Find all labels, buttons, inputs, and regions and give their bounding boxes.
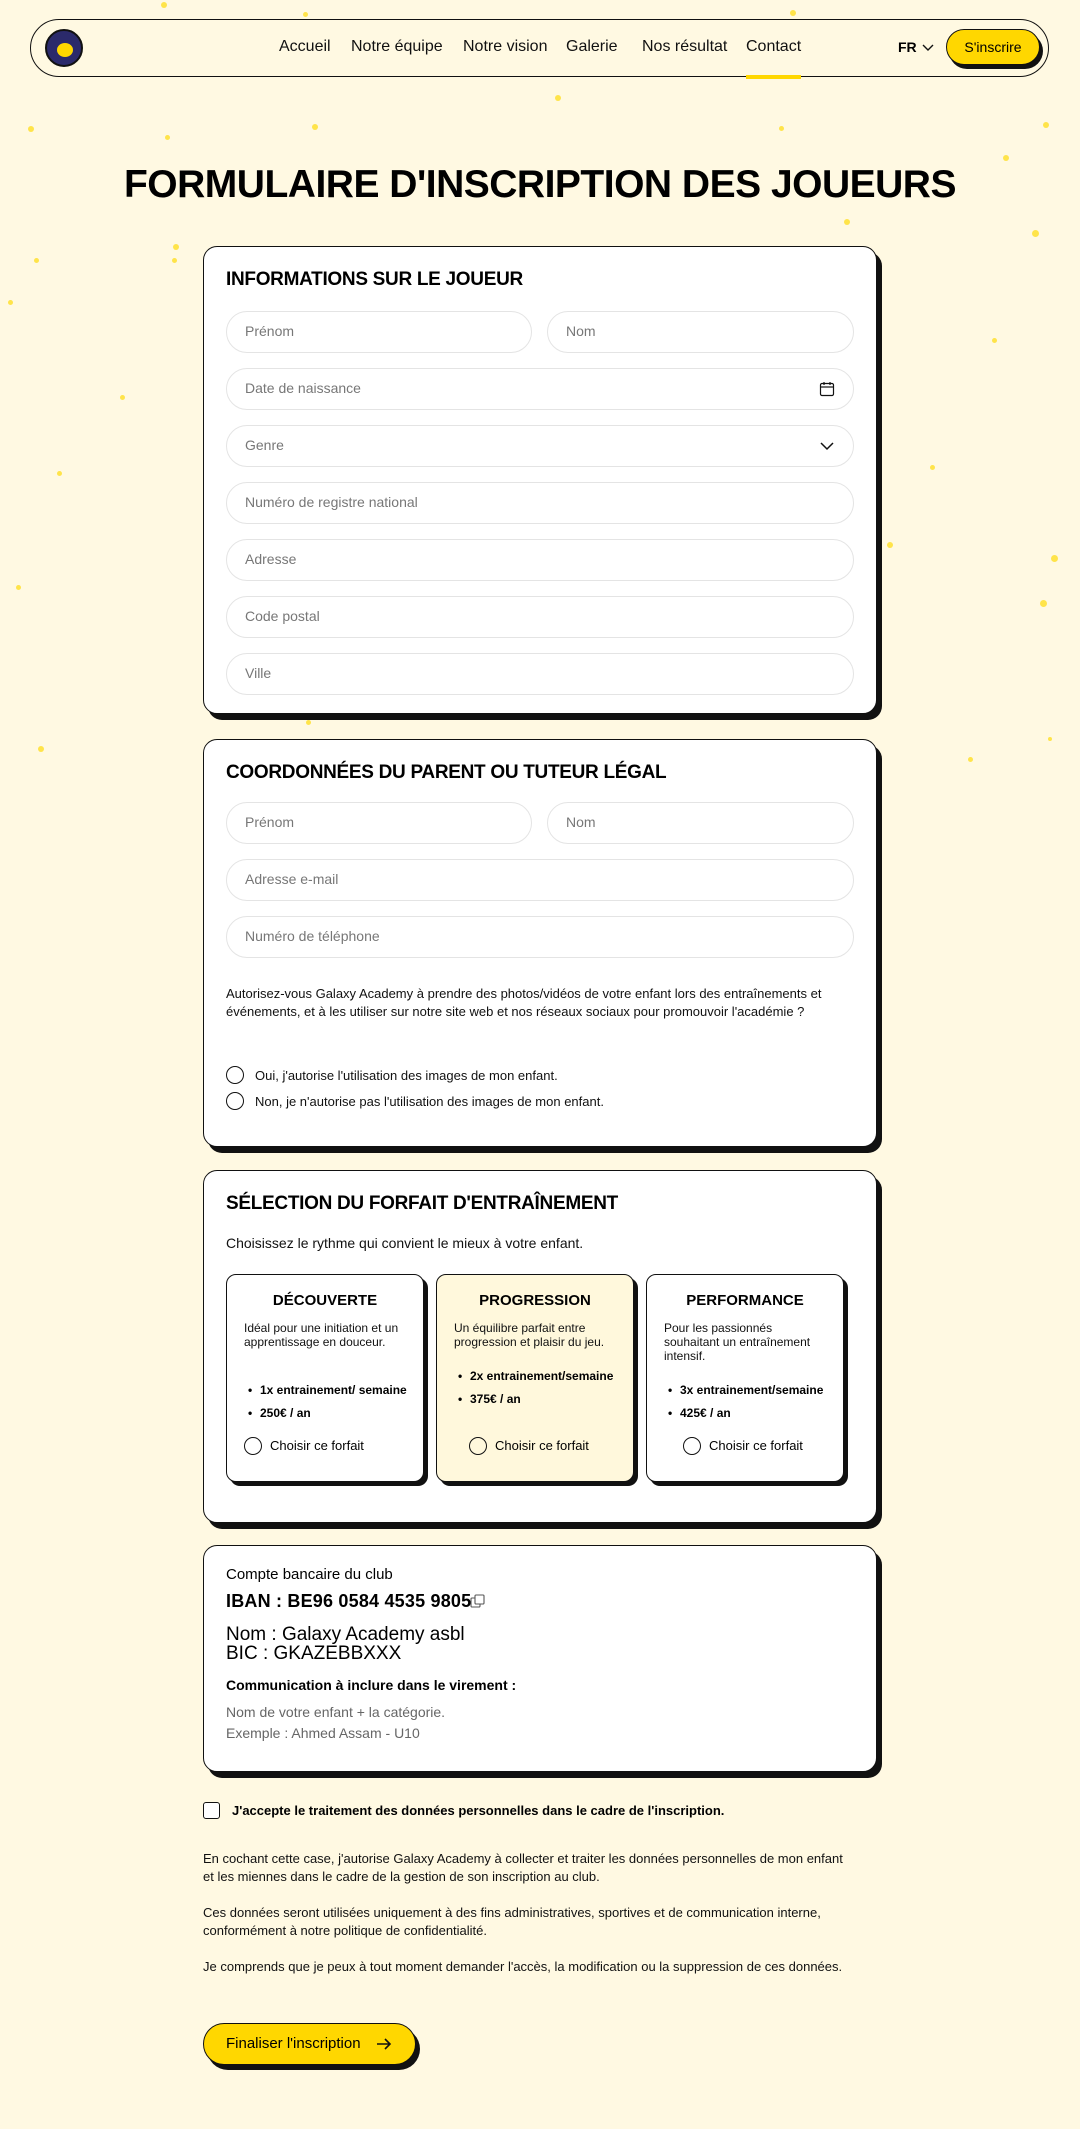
plan-features bbox=[454, 1368, 613, 1414]
plan-price: • 425€ / an bbox=[664, 1405, 823, 1428]
plan-frequency: • 1x entrainement/ semaine bbox=[244, 1382, 407, 1405]
birthdate-placeholder: Date de naissance bbox=[245, 380, 361, 396]
nav-link-galerie[interactable]: Galerie bbox=[566, 38, 618, 55]
postal-code-input[interactable]: Code postal bbox=[226, 596, 854, 638]
submit-registration-button[interactable] bbox=[203, 2023, 416, 2065]
parent-first-name-input[interactable]: Prénom bbox=[226, 802, 532, 844]
plan-description: Un équilibre parfait entre progression et plaisir du jeu. bbox=[454, 1321, 605, 1349]
parent-section-title: COORDONNÉES DU PARENT OU TUTEUR LÉGAL bbox=[226, 762, 667, 783]
iban-value: IBAN : BE96 0584 4535 9805 bbox=[226, 1591, 472, 1611]
plan-name: PROGRESSION bbox=[479, 1292, 591, 1309]
plan-selection-card bbox=[203, 1170, 877, 1523]
image-consent-no-radio[interactable] bbox=[226, 1092, 244, 1110]
nav-link-contact[interactable]: Contact bbox=[746, 38, 802, 55]
parent-last-name-input[interactable]: Nom bbox=[547, 802, 854, 844]
plan-features bbox=[244, 1382, 407, 1428]
image-consent-yes-label[interactable]: Oui, j'autorise l'utilisation des images de mon enfant. bbox=[255, 1068, 558, 1083]
account-holder-name: Nom : Galaxy Academy asbl bbox=[226, 1624, 465, 1645]
plan-price: • 375€ / an bbox=[454, 1391, 613, 1414]
city-input[interactable]: Ville bbox=[226, 653, 854, 695]
communication-label: Communication à inclure dans le virement : bbox=[226, 1677, 517, 1693]
nav-links bbox=[31, 20, 1048, 78]
submit-label: Finaliser l'inscription bbox=[226, 2035, 361, 2052]
signup-button[interactable]: S'inscrire bbox=[946, 29, 1040, 65]
plan-section-subtitle: Choisissez le rythme qui convient le mieux à votre enfant. bbox=[226, 1235, 584, 1251]
bank-account-label: Compte bancaire du club bbox=[226, 1566, 393, 1583]
plan-section-title: SÉLECTION DU FORFAIT D'ENTRAÎNEMENT bbox=[226, 1193, 618, 1214]
plan-description: Pour les passionnés souhaitant un entraînement intensif. bbox=[664, 1321, 811, 1363]
calendar-icon[interactable] bbox=[819, 381, 835, 397]
nav-link-resultats[interactable]: Nos résultat bbox=[642, 38, 728, 55]
top-navigation bbox=[30, 19, 1049, 77]
communication-hint: Nom de votre enfant + la catégorie. bbox=[226, 1704, 446, 1720]
plan-card-progression[interactable] bbox=[436, 1274, 634, 1482]
plan-radio[interactable] bbox=[683, 1437, 701, 1455]
plan-frequency: • 3x entrainement/semaine bbox=[664, 1382, 823, 1405]
image-consent-no-label[interactable]: Non, je n'autorise pas l'utilisation des images de mon enfant. bbox=[255, 1094, 604, 1109]
plan-choose-label[interactable]: Choisir ce forfait bbox=[495, 1438, 589, 1453]
nav-link-equipe[interactable]: Notre équipe bbox=[351, 38, 443, 55]
communication-example: Exemple : Ahmed Assam - U10 bbox=[226, 1725, 420, 1741]
plan-description: Idéal pour une initiation et un apprentissage en douceur. bbox=[244, 1321, 399, 1349]
chevron-down-icon bbox=[819, 438, 835, 454]
nav-link-accueil[interactable]: Accueil bbox=[279, 38, 331, 55]
player-info-card bbox=[203, 246, 877, 714]
plan-card-performance[interactable] bbox=[646, 1274, 844, 1482]
player-first-name-input[interactable]: Prénom bbox=[226, 311, 532, 353]
data-consent-checkbox[interactable] bbox=[203, 1802, 220, 1819]
chevron-down-icon bbox=[921, 40, 935, 54]
plan-choose-label[interactable]: Choisir ce forfait bbox=[270, 1438, 364, 1453]
parent-info-card bbox=[203, 739, 877, 1147]
data-consent-label[interactable]: J'accepte le traitement des données personnelles dans le cadre de l'inscription. bbox=[232, 1803, 725, 1818]
image-consent-yes-radio[interactable] bbox=[226, 1066, 244, 1084]
consent-paragraph: Ces données seront utilisées uniquement à des fins administratives, sportives et de communication interne, conformément à notre politique de confidentialité. bbox=[203, 1905, 821, 1938]
consent-paragraph: Je comprends que je peux à tout moment demander l'accès, la modification ou la suppression de ces données. bbox=[203, 1959, 843, 1974]
gender-select[interactable] bbox=[226, 425, 854, 467]
address-input[interactable]: Adresse bbox=[226, 539, 854, 581]
language-selector[interactable]: FR bbox=[898, 39, 917, 55]
plan-price: • 250€ / an bbox=[244, 1405, 407, 1428]
bank-info-card bbox=[203, 1545, 877, 1772]
consent-paragraph: En cochant cette case, j'autorise Galaxy Academy à collecter et traiter les données personnelles de mon enfant et les miennes dans le cadre de la gestion de son inscription au club. bbox=[203, 1851, 843, 1884]
bic-value: BIC : GKAZEBBXXX bbox=[226, 1643, 402, 1664]
plan-radio[interactable] bbox=[244, 1437, 262, 1455]
nav-link-vision[interactable]: Notre vision bbox=[463, 38, 548, 55]
plan-features bbox=[664, 1382, 823, 1428]
page-title: FORMULAIRE D'INSCRIPTION DES JOUEURS bbox=[123, 163, 956, 206]
plan-choose-label[interactable]: Choisir ce forfait bbox=[709, 1438, 803, 1453]
plan-radio[interactable] bbox=[469, 1437, 487, 1455]
copy-icon[interactable] bbox=[470, 1594, 485, 1609]
national-id-input[interactable]: Numéro de registre national bbox=[226, 482, 854, 524]
plan-frequency: • 2x entrainement/semaine bbox=[454, 1368, 613, 1391]
plan-name: PERFORMANCE bbox=[686, 1292, 804, 1309]
image-consent-question: Autorisez-vous Galaxy Academy à prendre des photos/vidéos de votre enfant lors des entraînements et événements, et à les utiliser sur notre site web et nos réseaux sociaux pour promouvoir l'académie ? bbox=[226, 986, 822, 1019]
plan-name: DÉCOUVERTE bbox=[272, 1292, 378, 1309]
parent-phone-input[interactable]: Numéro de téléphone bbox=[226, 916, 854, 958]
gender-placeholder: Genre bbox=[245, 437, 284, 453]
player-last-name-input[interactable]: Nom bbox=[547, 311, 854, 353]
birthdate-input[interactable] bbox=[226, 368, 854, 410]
parent-email-input[interactable]: Adresse e-mail bbox=[226, 859, 854, 901]
arrow-right-icon bbox=[376, 2037, 392, 2051]
plan-card-decouverte[interactable] bbox=[226, 1274, 424, 1482]
player-section-title: INFORMATIONS SUR LE JOUEUR bbox=[226, 269, 523, 290]
